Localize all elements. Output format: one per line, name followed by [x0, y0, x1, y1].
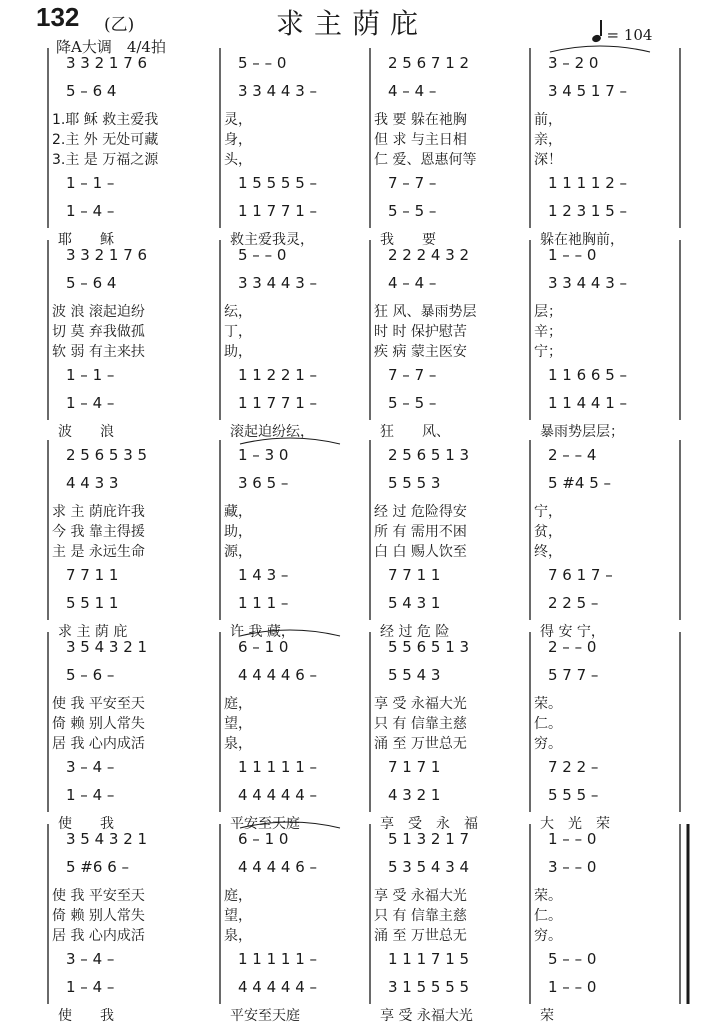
verse-lyric: 软 弱 有主来扶 — [52, 344, 145, 360]
verse-lyric: 仁。 — [534, 908, 562, 924]
verse-lyric: 助， — [224, 524, 252, 540]
verse-lyric: 倚 赖 别人常失 — [52, 716, 145, 732]
verse-lyric: 切 莫 弃我做孤 — [52, 324, 145, 340]
verse-lyric: 所 有 需用不困 — [374, 524, 467, 540]
bass-lyric: 救主爱我灵， — [230, 232, 314, 248]
bass-lyric: 求 主 荫 庇 — [58, 624, 128, 640]
verse-lyric: 泉， — [224, 736, 252, 752]
bass-lyric: 经 过 危 险 — [380, 624, 450, 640]
soprano-measure: 1 – 3 0 — [238, 446, 289, 464]
bass-lyric: 我 要 — [380, 232, 436, 248]
bass-measure: 5 4 3 1 — [388, 594, 441, 612]
verse-lyric: 涌 至 万世总无 — [374, 928, 467, 944]
tenor-measure: 3 – 4 – — [66, 758, 115, 776]
soprano-measure: 2 – – 0 — [548, 638, 597, 656]
bass-measure: 1 1 7 7 1 – — [238, 202, 318, 220]
bass-measure: 1 2 3 1 5 – — [548, 202, 628, 220]
alto-measure: 4 4 4 4 6 – — [238, 858, 318, 876]
alto-measure: 5 7 7 – — [548, 666, 599, 684]
soprano-measure: 5 – – 0 — [238, 246, 287, 264]
alto-measure: 3 3 4 4 3 – — [238, 274, 318, 292]
verse-lyric: 求 主 荫庇许我 — [52, 504, 145, 520]
alto-measure: 5 3 5 4 3 4 — [388, 858, 470, 876]
bass-measure: 1 1 4 4 1 – — [548, 394, 628, 412]
bass-lyric: 波 浪 — [58, 424, 114, 440]
verse-lyric: 只 有 信靠主慈 — [374, 908, 467, 924]
bass-lyric: 耶 稣 — [58, 232, 114, 248]
bass-lyric: 平安至天庭 — [230, 816, 300, 832]
tempo-value: = 104 — [606, 26, 653, 44]
verse-lyric: 享 受 永福大光 — [374, 696, 467, 712]
tenor-measure: 7 2 2 – — [548, 758, 599, 776]
verse-lyric: 我 要 躲在祂胸 — [374, 112, 467, 128]
tenor-measure: 1 1 2 2 1 – — [238, 366, 318, 384]
verse-lyric: 涌 至 万世总无 — [374, 736, 467, 752]
tenor-measure: 1 1 1 1 2 – — [548, 174, 628, 192]
soprano-measure: 2 – – 4 — [548, 446, 597, 464]
verse-lyric: 3.主 是 万福之源 — [52, 152, 159, 168]
verse-lyric: 层； — [534, 304, 562, 320]
bass-measure: 4 3 2 1 — [388, 786, 441, 804]
soprano-measure: 5 1 3 2 1 7 — [388, 830, 470, 848]
verse-lyric: 泉， — [224, 928, 252, 944]
verse-lyric: 望， — [224, 908, 252, 924]
bass-measure: 1 – 4 – — [66, 394, 115, 412]
verse-lyric: 享 受 永福大光 — [374, 888, 467, 904]
bass-measure: 1 1 1 – — [238, 594, 289, 612]
bass-lyric: 使 我 — [58, 1008, 114, 1024]
verse-lyric: 倚 赖 别人常失 — [52, 908, 145, 924]
alto-measure: 5 – 6 – — [66, 666, 115, 684]
alto-measure: 5 – 6 4 — [66, 82, 117, 100]
verse-lyric: 只 有 信靠主慈 — [374, 716, 467, 732]
soprano-measure: 3 3 2 1 7 6 — [66, 246, 148, 264]
verse-lyric: 头， — [224, 152, 252, 168]
alto-measure: 3 3 4 4 3 – — [238, 82, 318, 100]
verse-lyric: 荣。 — [534, 888, 562, 904]
verse-lyric: 今 我 靠主得援 — [52, 524, 145, 540]
verse-lyric: 穷。 — [534, 928, 562, 944]
bass-measure: 2 2 5 – — [548, 594, 599, 612]
verse-lyric: 望， — [224, 716, 252, 732]
soprano-measure: 6 – 1 0 — [238, 638, 289, 656]
verse-lyric: 宁； — [534, 344, 562, 360]
key-and-time-signature: 降A大调 4/4拍 — [56, 38, 166, 56]
hymn-number: 132 — [36, 2, 80, 32]
soprano-measure: 2 5 6 5 1 3 — [388, 446, 470, 464]
tenor-measure: 7 6 1 7 – — [548, 566, 613, 584]
verse-lyric: 仁 爱、恩惠何等 — [374, 152, 477, 168]
bass-lyric: 平安至天庭 — [230, 1008, 300, 1024]
bass-measure: 3 1 5 5 5 5 — [388, 978, 470, 996]
tenor-measure: 5 – – 0 — [548, 950, 597, 968]
verse-lyric: 居 我 心内成活 — [52, 928, 145, 944]
alto-measure: 5 5 4 3 — [388, 666, 441, 684]
bass-measure: 5 5 1 1 — [66, 594, 119, 612]
verse-lyric: 狂 风、暴雨势层 — [374, 304, 477, 320]
verse-lyric: 时 时 保护慰苦 — [374, 324, 467, 340]
tenor-measure: 1 5 5 5 5 – — [238, 174, 318, 192]
alto-measure: 5 #4 5 – — [548, 474, 612, 492]
alto-measure: 4 – 4 – — [388, 274, 437, 292]
bass-measure: 1 1 7 7 1 – — [238, 394, 318, 412]
tenor-measure: 7 – 7 – — [388, 174, 437, 192]
alto-measure: 5 – 6 4 — [66, 274, 117, 292]
verse-lyric: 经 过 危险得安 — [374, 504, 467, 520]
bass-lyric: 许 我 藏， — [230, 624, 295, 640]
soprano-measure: 2 5 6 7 1 2 — [388, 54, 470, 72]
alto-measure: 4 4 4 4 6 – — [238, 666, 318, 684]
tenor-measure: 1 1 1 1 1 – — [238, 758, 318, 776]
bass-lyric: 得 安 宁， — [540, 624, 605, 640]
tenor-measure: 1 1 6 6 5 – — [548, 366, 628, 384]
bass-measure: 5 5 5 – — [548, 786, 599, 804]
verse-lyric: 使 我 平安至天 — [52, 888, 145, 904]
verse-lyric: 纭， — [224, 304, 252, 320]
verse-lyric: 前， — [534, 112, 562, 128]
bass-measure: 1 – 4 – — [66, 202, 115, 220]
verse-lyric: 辛； — [534, 324, 562, 340]
tenor-measure: 1 4 3 – — [238, 566, 289, 584]
verse-lyric: 身， — [224, 132, 252, 148]
verse-lyric: 主 是 永远生命 — [52, 544, 145, 560]
verse-lyric: 白 白 赐人饮至 — [374, 544, 467, 560]
verse-lyric: 仁。 — [534, 716, 562, 732]
verse-lyric: 助， — [224, 344, 252, 360]
bass-measure: 5 – 5 – — [388, 202, 437, 220]
verse-lyric: 穷。 — [534, 736, 562, 752]
bass-measure: 4 4 4 4 4 – — [238, 786, 318, 804]
bass-lyric: 大 光 荣 — [540, 816, 610, 832]
bass-lyric: 使 我 — [58, 816, 114, 832]
verse-lyric: 但 求 与主日相 — [374, 132, 467, 148]
hymn-title: 求主荫庇 — [276, 7, 429, 40]
soprano-measure: 3 5 4 3 2 1 — [66, 830, 148, 848]
alto-measure: 5 #6 6 – — [66, 858, 130, 876]
verse-lyric: 庭， — [224, 888, 252, 904]
bass-lyric: 暴雨势层层； — [540, 424, 624, 440]
bass-lyric: 滚起迫纷纭， — [230, 424, 314, 440]
bass-lyric: 荣 — [540, 1008, 554, 1024]
verse-lyric: 居 我 心内成活 — [52, 736, 145, 752]
verse-lyric: 贫， — [534, 524, 562, 540]
tenor-measure: 7 7 1 1 — [66, 566, 119, 584]
tenor-measure: 1 – 1 – — [66, 366, 115, 384]
tenor-measure: 7 7 1 1 — [388, 566, 441, 584]
tenor-measure: 7 – 7 – — [388, 366, 437, 384]
bass-lyric: 狂 风、 — [380, 424, 450, 440]
bass-lyric: 享 受 永 福 — [380, 816, 478, 832]
soprano-measure: 1 – – 0 — [548, 246, 597, 264]
tenor-measure: 7 1 7 1 — [388, 758, 441, 776]
verse-lyric: 源， — [224, 544, 252, 560]
alto-measure: 3 6 5 – — [238, 474, 289, 492]
bass-measure: 1 – 4 – — [66, 786, 115, 804]
verse-lyric: 庭， — [224, 696, 252, 712]
soprano-measure: 5 – – 0 — [238, 54, 287, 72]
verse-lyric: 亲， — [534, 132, 562, 148]
soprano-measure: 3 – 2 0 — [548, 54, 599, 72]
verse-lyric: 深！ — [534, 152, 562, 168]
bass-measure: 4 4 4 4 4 – — [238, 978, 318, 996]
bass-lyric: 躲在祂胸前， — [540, 232, 624, 248]
alto-measure: 3 3 4 4 3 – — [548, 274, 628, 292]
alto-measure: 4 4 3 3 — [66, 474, 119, 492]
alto-measure: 3 – – 0 — [548, 858, 597, 876]
verse-lyric: 荣。 — [534, 696, 562, 712]
verse-lyric: 宁， — [534, 504, 562, 520]
alto-measure: 5 5 5 3 — [388, 474, 441, 492]
verse-lyric: 丁， — [224, 324, 252, 340]
verse-lyric: 藏， — [224, 504, 252, 520]
hymn-variant: (乙) — [104, 15, 135, 35]
soprano-measure: 5 5 6 5 1 3 — [388, 638, 470, 656]
bass-lyric: 享 受 永福大光 — [380, 1008, 473, 1024]
tenor-measure: 1 – 1 – — [66, 174, 115, 192]
tenor-measure: 1 1 1 1 1 – — [238, 950, 318, 968]
soprano-measure: 6 – 1 0 — [238, 830, 289, 848]
alto-measure: 4 – 4 – — [388, 82, 437, 100]
tenor-measure: 1 1 1 7 1 5 — [388, 950, 470, 968]
tenor-measure: 3 – 4 – — [66, 950, 115, 968]
tie-arc — [550, 46, 650, 52]
alto-measure: 3 4 5 1 7 – — [548, 82, 628, 100]
bass-measure: 1 – – 0 — [548, 978, 597, 996]
verse-lyric: 灵， — [224, 112, 252, 128]
bass-measure: 5 – 5 – — [388, 394, 437, 412]
soprano-measure: 1 – – 0 — [548, 830, 597, 848]
verse-lyric: 疾 病 蒙主医安 — [374, 344, 467, 360]
verse-lyric: 使 我 平安至天 — [52, 696, 145, 712]
soprano-measure: 2 5 6 5 3 5 — [66, 446, 148, 464]
verse-lyric: 1.耶 稣 救主爱我 — [52, 112, 159, 128]
soprano-measure: 3 5 4 3 2 1 — [66, 638, 148, 656]
verse-lyric: 波 浪 滚起迫纷 — [52, 304, 145, 320]
bass-measure: 1 – 4 – — [66, 978, 115, 996]
verse-lyric: 终， — [534, 544, 562, 560]
verse-lyric: 2.主 外 无处可藏 — [52, 132, 159, 148]
soprano-measure: 2 2 2 4 3 2 — [388, 246, 470, 264]
soprano-measure: 3 3 2 1 7 6 — [66, 54, 148, 72]
